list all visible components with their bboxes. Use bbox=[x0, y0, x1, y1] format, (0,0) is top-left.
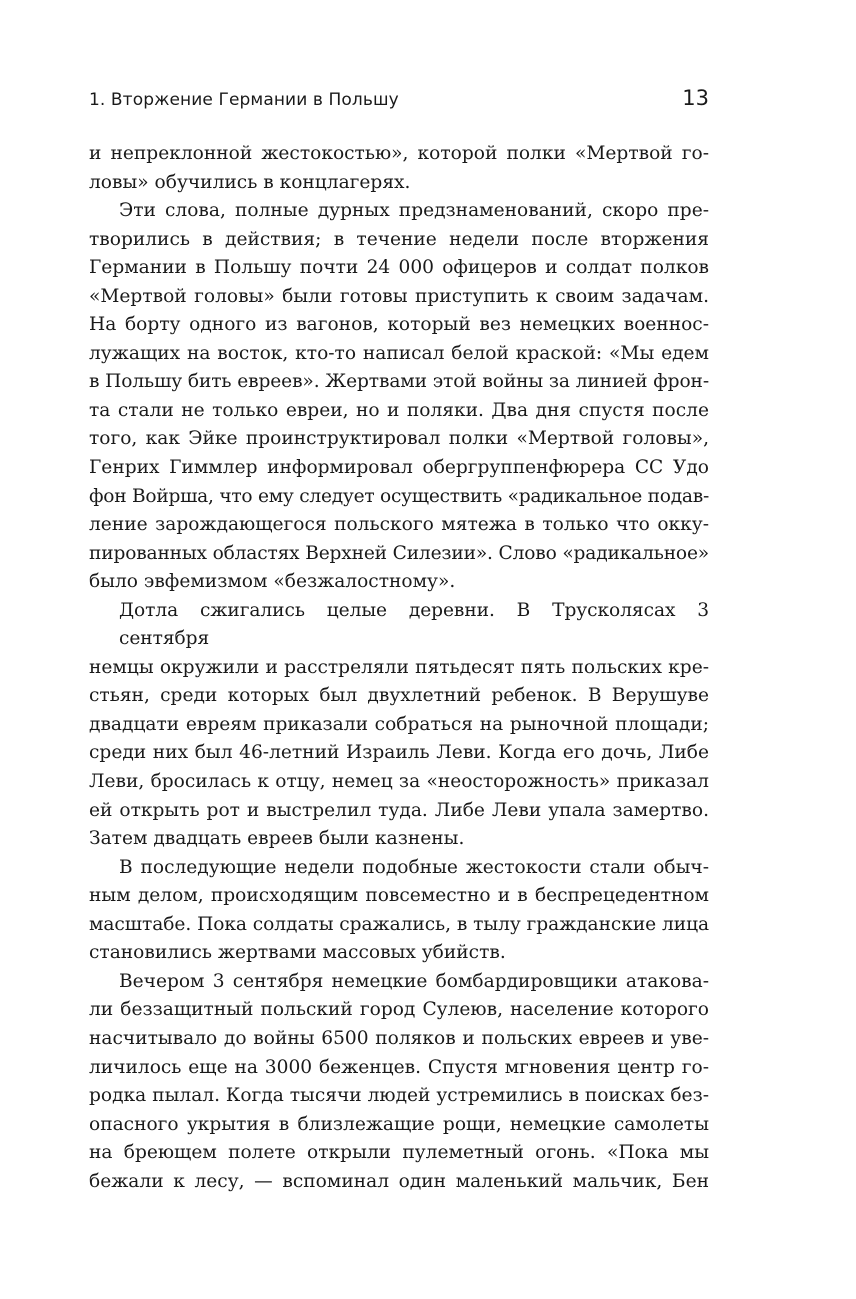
text-line: личилось еще на 3000 беженцев. Спустя мгновения центр го- bbox=[89, 1056, 709, 1078]
chapter-title: 1. Вторжение Германии в Польшу bbox=[89, 90, 399, 110]
text-line: и непреклонной жестокостью», которой полки «Мертвой го- bbox=[89, 143, 709, 164]
text-line: ление зарождающегося польского мятежа в только что окку- bbox=[89, 514, 709, 536]
text-line: Генрих Гиммлер информировал обергруппенфюрера СС Удо bbox=[89, 457, 709, 479]
text-line: стьян, среди которых был двухлетний ребенок. В Верушуве bbox=[89, 685, 709, 707]
body-text bbox=[89, 140, 709, 1196]
text-line: Эти слова, полные дурных предзнаменований, скоро пре- bbox=[119, 200, 709, 222]
text-line: Вечером 3 сентября немецкие бомбардировщики атакова- bbox=[119, 970, 709, 992]
paragraph bbox=[89, 854, 709, 968]
running-head bbox=[89, 86, 709, 114]
text-line: творились в действия; в течение недели после вторжения bbox=[89, 228, 709, 250]
text-line: бежали к лесу, — вспоминал один маленький мальчик, Бен bbox=[89, 1170, 709, 1192]
text-line: насчитывало до войны 6500 поляков и польских евреев и уве- bbox=[89, 1027, 709, 1049]
text-line: ловы» обучились в концлагерях. bbox=[89, 171, 411, 193]
text-line: Леви, бросилась к отцу, немец за «неосторожность» приказал bbox=[89, 771, 709, 793]
text-line: масштабе. Пока солдаты сражались, в тылу гражданские лица bbox=[89, 913, 709, 935]
text-line: В последующие недели подобные жестокости стали обыч- bbox=[119, 856, 709, 878]
text-line: фон Войрша, что ему следует осуществить «радикальное подав- bbox=[89, 485, 709, 507]
text-line: среди них был 46-летний Израиль Леви. Когда его дочь, Либе bbox=[89, 742, 709, 764]
paragraph bbox=[89, 197, 709, 597]
text-line: ным делом, происходящим повсеместно и в беспрецедентном bbox=[89, 885, 709, 907]
text-line: опасного укрытия в близлежащие рощи, немецкие самолеты bbox=[89, 1113, 709, 1135]
text-line: было эвфемизмом «безжалостному». bbox=[89, 571, 456, 593]
text-line: в Польшу бить евреев». Жертвами этой войны за линией фрон- bbox=[89, 371, 710, 393]
text-line: та стали не только евреи, но и поляки. Два дня спустя после bbox=[89, 399, 709, 421]
paragraph bbox=[89, 140, 709, 197]
text-line: двадцати евреям приказали собраться на рыночной площади; bbox=[89, 713, 709, 735]
text-line: Германии в Польшу почти 24 000 офицеров и солдат полков bbox=[89, 257, 709, 279]
text-line: «Мертвой головы» были готовы приступить к своим задачам. bbox=[89, 285, 709, 307]
page-number: 13 bbox=[682, 86, 709, 110]
text-line: на бреющем полете открыли пулеметный огонь. «Пока мы bbox=[89, 1142, 709, 1164]
text-line: ей открыть рот и выстрелил туда. Либе Леви упала замертво. bbox=[89, 799, 709, 821]
text-line: родка пылал. Когда тысячи людей устремились в поисках без- bbox=[89, 1085, 709, 1107]
text-line: ли беззащитный польский город Сулеюв, население которого bbox=[89, 999, 709, 1021]
text-line: Затем двадцать евреев были казнены. bbox=[89, 828, 465, 850]
paragraph bbox=[89, 968, 709, 1196]
text-line: На борту одного из вагонов, который вез немецких военнос- bbox=[89, 314, 709, 336]
text-line: лужащих на восток, кто-то написал белой краской: «Мы едем bbox=[89, 342, 709, 364]
text-line: пированных областях Верхней Силезии». Слово «радикальное» bbox=[89, 542, 710, 564]
text-line: Дотла сжигались целые деревни. В Трусколясах 3 сентября bbox=[119, 599, 709, 650]
text-line: становились жертвами массовых убийств. bbox=[89, 942, 506, 964]
paragraph bbox=[89, 597, 709, 854]
text-line: того, как Эйке проинструктировал полки «Мертвой головы», bbox=[89, 428, 709, 450]
text-line: немцы окружили и расстреляли пятьдесят пять польских кре- bbox=[89, 656, 709, 678]
